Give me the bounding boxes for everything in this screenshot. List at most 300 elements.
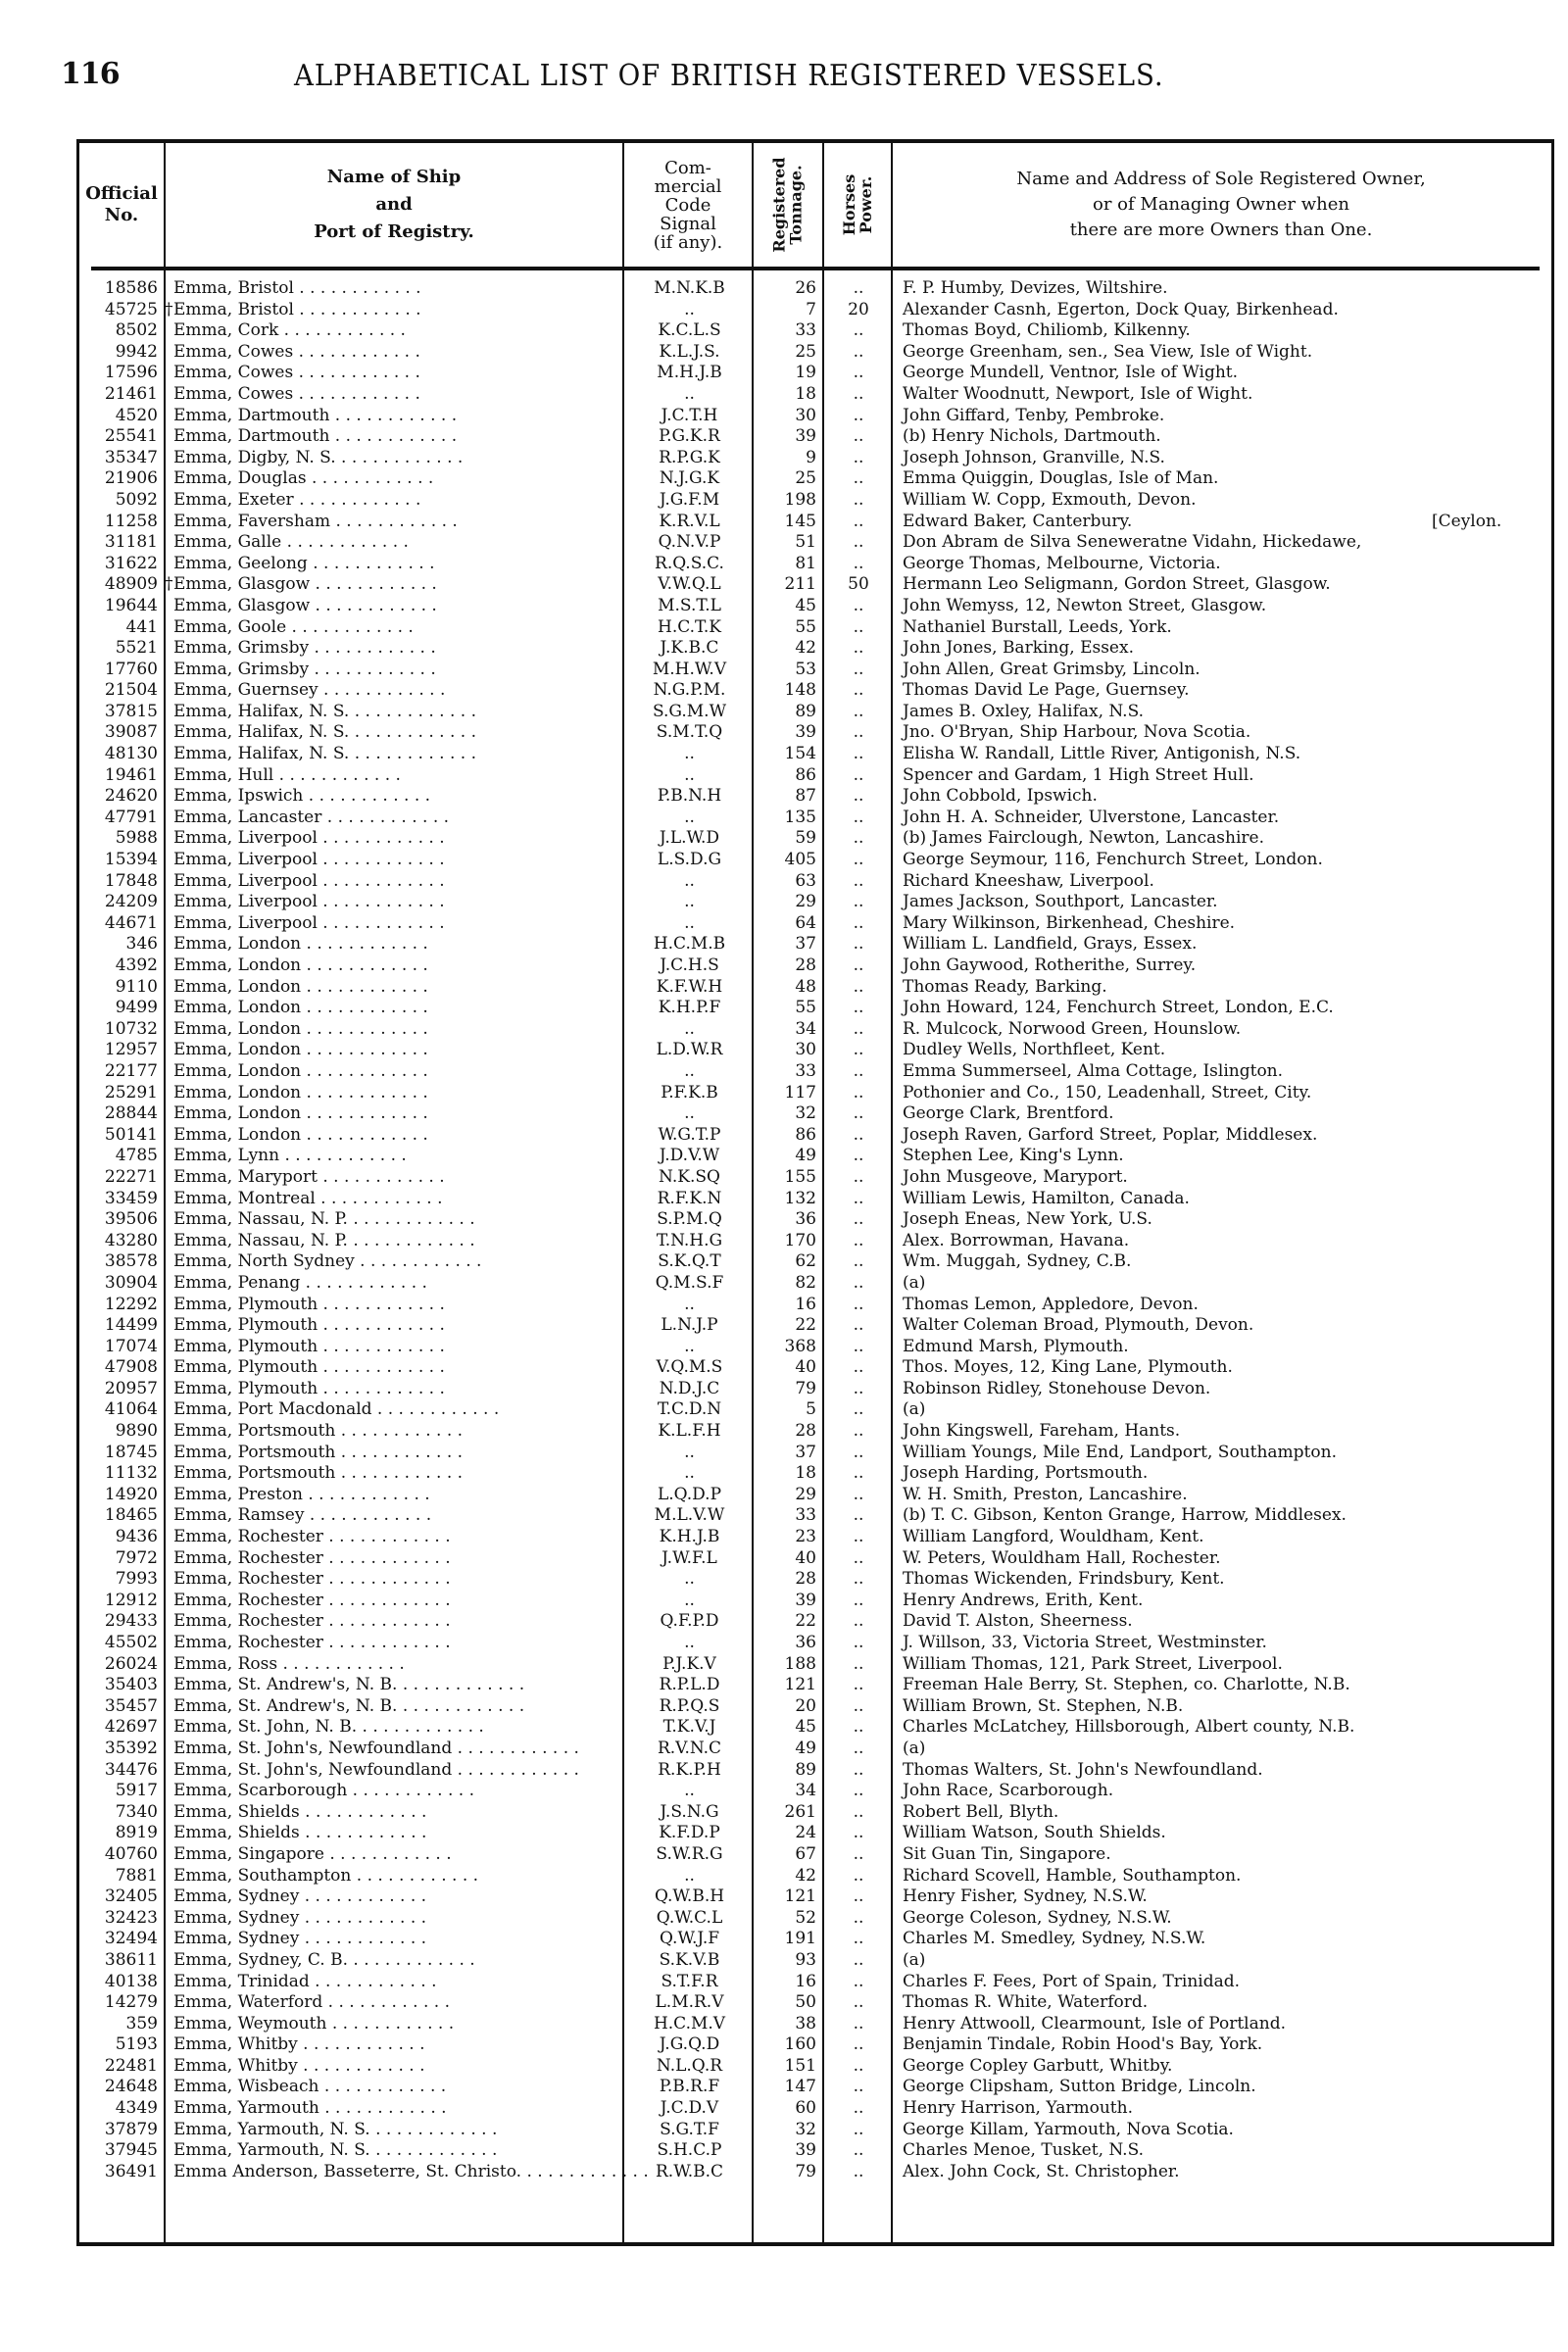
registered-tonnage: 154 <box>784 744 816 764</box>
ship-name-text: Emma, London <box>173 1124 302 1145</box>
owner-name-address: William L. Landfield, Grays, Essex. <box>903 934 1198 955</box>
registered-tonnage: 29 <box>795 1484 816 1504</box>
horse-power: .. <box>853 934 864 955</box>
owner-name-address: Edward Baker, Canterbury. <box>903 511 1133 531</box>
ship-name-port <box>173 1950 619 1972</box>
code-signal: S.K.V.B <box>659 1949 720 1970</box>
owner-name-address: Charles M. Smedley, Sydney, N.S.W. <box>903 1929 1206 1949</box>
header-owner-line: Name and Address of Sole Registered Owner, <box>1016 169 1426 189</box>
ship-name-port <box>173 1527 619 1548</box>
code-signal: R.P.Q.S <box>659 1695 720 1716</box>
code-signal: N.J.G.K <box>659 468 720 489</box>
official-no: 9890 <box>115 1421 158 1442</box>
leader-dots: . . . . . . . . . . . . <box>293 278 421 298</box>
code-signal: .. <box>684 1018 695 1039</box>
ship-name-text: Emma, Liverpool <box>173 828 318 849</box>
leader-dots: . . . . . . . . . . . . <box>277 1653 405 1674</box>
horse-power: .. <box>853 764 864 785</box>
owner-name-address: Joseph Johnson, Granville, N.S. <box>903 447 1165 467</box>
ship-name-port <box>173 1654 619 1676</box>
code-signal: .. <box>684 299 695 319</box>
table-row <box>79 1083 1551 1104</box>
header-hp-line: Horses <box>839 173 858 236</box>
ship-name-text: Emma, Plymouth <box>173 1315 318 1336</box>
leader-dots: . . . . . . . . . . . . <box>278 320 406 341</box>
ship-name-port <box>173 1886 619 1908</box>
ship-name-text: Emma, St. John, N. B. <box>173 1717 358 1738</box>
ship-name-port <box>173 828 619 850</box>
horse-power: .. <box>853 1907 864 1928</box>
table-row <box>79 1802 1551 1824</box>
table-row <box>79 490 1551 512</box>
official-no: 45725 <box>104 299 158 319</box>
ship-name-text: Emma, Cork <box>173 320 279 341</box>
official-no: 19461 <box>104 764 158 785</box>
ship-name-text: Emma, Liverpool <box>173 870 318 891</box>
table-row <box>79 1421 1551 1443</box>
horse-power: .. <box>853 1230 864 1250</box>
owner-name-address: R. Mulcock, Norwood Green, Hounslow. <box>903 1018 1242 1039</box>
registered-tonnage: 29 <box>795 892 816 912</box>
registered-tonnage: 45 <box>795 595 816 615</box>
ship-name-port <box>173 1760 619 1782</box>
code-signal: .. <box>684 892 695 912</box>
ship-name-port <box>173 1125 619 1147</box>
table-row <box>79 1929 1551 1950</box>
horse-power: .. <box>853 912 864 933</box>
horse-power: .. <box>853 2055 864 2076</box>
table-row <box>79 2140 1551 2162</box>
table-row <box>79 1167 1551 1189</box>
horse-power: .. <box>853 1040 864 1060</box>
table-row <box>79 2014 1551 2035</box>
horse-power: .. <box>853 1653 864 1674</box>
table-row <box>79 1485 1551 1506</box>
code-signal: N.D.J.C <box>659 1378 720 1398</box>
page-number: 116 <box>61 57 120 91</box>
ship-name-text: Emma, Dartmouth <box>173 405 330 425</box>
horse-power: .. <box>853 1103 864 1124</box>
table-row <box>79 828 1551 850</box>
horse-power: .. <box>853 405 864 425</box>
table-row <box>79 1189 1551 1210</box>
ship-name-port <box>173 1696 619 1718</box>
ship-name-port <box>173 1251 619 1273</box>
header-code-line: Signal <box>660 213 716 234</box>
ship-name-text: Emma, Cowes <box>173 341 294 362</box>
code-signal: S.K.Q.T <box>658 1251 721 1272</box>
ship-name-port <box>173 638 619 660</box>
owner-name-address: Don Abram de Silva Seneweratne Vidahn, Hickedawe, <box>903 532 1362 553</box>
header-horse-power <box>824 143 891 267</box>
horse-power: .. <box>853 1865 864 1886</box>
registered-tonnage: 132 <box>784 1188 816 1208</box>
ship-name-port <box>173 1633 619 1654</box>
official-no: 18465 <box>104 1505 158 1526</box>
horse-power: .. <box>853 1505 864 1526</box>
official-no: 34476 <box>104 1759 158 1780</box>
ship-name-port <box>173 2014 619 2035</box>
horse-power: .. <box>853 1484 864 1504</box>
table-row <box>79 1633 1551 1654</box>
table-row <box>79 406 1551 427</box>
horse-power: .. <box>853 447 864 467</box>
registered-tonnage: 170 <box>784 1230 816 1250</box>
ship-name-port <box>173 1189 619 1210</box>
owner-name-address: Walter Coleman Broad, Plymouth, Devon. <box>903 1315 1254 1336</box>
header-code-line: mercial <box>654 175 722 197</box>
registered-tonnage: 7 <box>806 299 816 319</box>
owner-name-address: Pothonier and Co., 150, Leadenhall, Street, City. <box>903 1082 1312 1102</box>
owner-name-address: W. Peters, Wouldham Hall, Rochester. <box>903 1547 1221 1568</box>
code-signal: K.R.V.L <box>659 511 720 531</box>
leader-dots: . . . . . . . . . . . . <box>322 1527 451 1547</box>
table-row <box>79 1357 1551 1379</box>
ship-name-port <box>173 1992 619 2014</box>
ship-name-text: Emma, Plymouth <box>173 1294 318 1314</box>
official-no: 441 <box>125 616 158 637</box>
official-no: 7972 <box>115 1547 158 1568</box>
official-no: 38611 <box>104 1949 158 1970</box>
owner-name-address: Stephen Lee, King's Lynn. <box>903 1146 1124 1166</box>
owner-name-address: (b) Henry Nichols, Dartmouth. <box>903 426 1161 447</box>
registered-tonnage: 211 <box>784 574 816 595</box>
ship-name-text: Emma, Yarmouth, N. S. <box>173 2140 370 2161</box>
horse-power: .. <box>853 1315 864 1336</box>
registered-tonnage: 37 <box>795 1442 816 1462</box>
registered-tonnage: 25 <box>795 468 816 489</box>
owner-name-address: Emma Summerseel, Alma Cottage, Islington. <box>903 1060 1284 1081</box>
registered-tonnage: 86 <box>795 764 816 785</box>
owner-name-address: William Brown, St. Stephen, N.B. <box>903 1695 1184 1716</box>
official-no: 21906 <box>104 468 158 489</box>
ship-name-port <box>173 490 619 512</box>
ship-name-text: Emma, Lancaster <box>173 807 322 827</box>
ship-name-port <box>173 786 619 808</box>
horse-power: .. <box>853 1547 864 1568</box>
ship-name-text: Emma, Portsmouth <box>173 1442 336 1462</box>
table-row <box>79 1399 1551 1421</box>
official-no: 4520 <box>115 405 158 425</box>
ship-name-text: Emma, Rochester <box>173 1547 323 1568</box>
registered-tonnage: 151 <box>784 2055 816 2076</box>
code-signal: M.L.V.W <box>654 1505 725 1526</box>
registered-tonnage: 48 <box>795 976 816 997</box>
leader-dots: . . . . . . . . . . . . <box>317 892 445 912</box>
table-row <box>79 468 1551 490</box>
official-no: 17760 <box>104 659 158 679</box>
table-row <box>79 1379 1551 1400</box>
horse-power: .. <box>853 616 864 637</box>
ship-name-port <box>165 299 619 321</box>
ship-name-text: Emma, St. John's, Newfoundland <box>173 1759 453 1780</box>
official-no: 36491 <box>104 2161 158 2181</box>
leader-dots: . . . . . . . . . . . . <box>301 976 428 997</box>
table-row <box>79 1823 1551 1844</box>
registered-tonnage: 26 <box>795 278 816 298</box>
horse-power: .. <box>853 1018 864 1039</box>
official-no: 48130 <box>104 744 158 764</box>
dagger-mark: † <box>165 574 173 595</box>
ship-name-text: Emma, London <box>173 956 302 975</box>
horse-power: .. <box>853 532 864 553</box>
official-no: 45502 <box>104 1633 158 1652</box>
table-row <box>79 1739 1551 1760</box>
official-no: 14279 <box>104 1992 158 2013</box>
ship-name-text: Emma, Sydney <box>173 1907 300 1928</box>
ship-name-port <box>173 278 619 300</box>
ship-name-port <box>173 2161 649 2183</box>
table-row <box>79 765 1551 787</box>
table-row <box>79 680 1551 702</box>
registered-tonnage: 25 <box>795 341 816 362</box>
code-signal: R.Q.S.C. <box>655 553 724 573</box>
owner-name-address: Hermann Leo Seligmann, Gordon Street, Glasgow. <box>903 574 1331 595</box>
leader-dots: . . . . . . . . . . . . <box>335 1442 464 1462</box>
leader-dots: . . . . . . . . . . . . <box>301 934 428 955</box>
horse-power: 20 <box>848 299 869 319</box>
registered-tonnage: 37 <box>795 934 816 955</box>
owner-name-address: John Wemyss, 12, Newton Street, Glasgow. <box>903 595 1267 615</box>
ship-name-text: Emma, Weymouth <box>173 2013 327 2034</box>
leader-dots: . . . . . . . . . . . . <box>318 2077 447 2097</box>
code-signal: P.B.R.F <box>659 2077 720 2097</box>
horse-power: .. <box>853 680 864 701</box>
official-no: 12957 <box>104 1040 158 1060</box>
ship-name-port <box>173 744 619 765</box>
owner-name-address: (a) <box>903 1738 926 1758</box>
table-row <box>79 1717 1551 1739</box>
code-signal: .. <box>684 870 695 891</box>
code-signal: W.G.T.P <box>658 1124 721 1145</box>
ship-name-text: Emma, London <box>173 1040 302 1060</box>
ship-name-port <box>173 1972 619 1993</box>
table-row <box>79 660 1551 681</box>
code-signal: .. <box>684 1569 695 1590</box>
horse-power: .. <box>853 744 864 764</box>
horse-power: .. <box>853 850 864 870</box>
owner-name-address: George Clipsham, Sutton Bridge, Lincoln. <box>903 2077 1256 2097</box>
ship-name-text: Emma, Liverpool <box>173 892 318 912</box>
official-no: 5988 <box>115 828 158 849</box>
registered-tonnage: 39 <box>795 722 816 743</box>
code-signal: .. <box>684 1060 695 1081</box>
table-row <box>79 1040 1551 1061</box>
ship-name-text: Emma, Faversham <box>173 511 331 531</box>
header-name-line: Port of Registry. <box>314 221 474 242</box>
ship-name-text: Emma, North Sydney <box>173 1251 355 1272</box>
leader-dots: . . . . . . . . . . . . <box>293 383 420 404</box>
leader-dots: . . . . . . . . . . . . <box>318 1315 445 1336</box>
code-signal: S.G.M.W <box>652 701 727 721</box>
leader-dots: . . . . . . . . . . . . <box>318 1336 445 1356</box>
leader-dots: . . . . . . . . . . . . <box>299 1886 427 1907</box>
code-signal: Q.W.B.H <box>654 1886 725 1907</box>
registered-tonnage: 34 <box>795 1018 816 1039</box>
horse-power: .. <box>853 1251 864 1272</box>
ship-name-text: Emma, Whitby <box>173 2055 298 2076</box>
ship-name-port <box>173 1548 619 1570</box>
registered-tonnage: 28 <box>795 1421 816 1442</box>
registered-tonnage: 135 <box>784 807 816 827</box>
registered-tonnage: 22 <box>795 1611 816 1632</box>
code-signal: J.C.H.S <box>660 956 719 975</box>
table-row <box>79 1443 1551 1464</box>
official-no: 39087 <box>104 722 158 743</box>
leader-dots: . . . . . . . . . . . . <box>302 1484 430 1504</box>
ship-name-port <box>173 934 619 956</box>
official-no: 35347 <box>104 447 158 467</box>
official-no: 32405 <box>104 1886 158 1907</box>
code-signal: Q.M.S.F <box>655 1272 724 1293</box>
registered-tonnage: 38 <box>795 2013 816 2034</box>
horse-power: .. <box>853 1590 864 1610</box>
table-body <box>79 278 1551 2182</box>
code-signal: T.C.D.N <box>657 1399 722 1420</box>
official-no: 39506 <box>104 1209 158 1230</box>
registered-tonnage: 19 <box>795 363 816 383</box>
code-signal: .. <box>684 383 695 404</box>
horse-power: .. <box>853 383 864 404</box>
official-no: 7993 <box>115 1569 158 1590</box>
owner-name-address: Elisha W. Randall, Little River, Antigonish, N.S. <box>903 744 1301 764</box>
ship-name-port <box>173 1823 619 1844</box>
horse-power: .. <box>853 1992 864 2013</box>
official-no: 24209 <box>104 892 158 912</box>
ship-name-text: Emma, Geelong <box>173 553 308 573</box>
code-signal: S.H.C.P <box>657 2140 722 2161</box>
code-signal: H.C.M.B <box>653 934 726 955</box>
code-signal: K.C.L.S <box>658 320 721 341</box>
table-row <box>79 2034 1551 2056</box>
leader-dots: . . . . . . . . . . . . <box>317 1166 445 1187</box>
official-no: 4785 <box>115 1146 158 1166</box>
registered-tonnage: 36 <box>795 1633 816 1652</box>
leader-dots: . . . . . . . . . . . . <box>307 553 435 573</box>
leader-dots: . . . . . . . . . . . . <box>521 2161 649 2181</box>
owner-name-address: David T. Alston, Sheerness. <box>903 1611 1133 1632</box>
code-signal: .. <box>684 807 695 827</box>
dagger-mark: † <box>165 299 173 319</box>
ship-name-text: Emma, Ipswich <box>173 786 304 807</box>
table-row <box>79 1251 1551 1273</box>
registered-tonnage: 89 <box>795 1759 816 1780</box>
owner-name-address: George Seymour, 116, Fenchurch Street, London. <box>903 850 1323 870</box>
code-signal: R.P.G.K <box>659 447 720 467</box>
ship-name-text: Emma, Exeter <box>173 489 294 510</box>
owner-name-address: Thomas Lemon, Appledore, Devon. <box>903 1294 1199 1314</box>
ship-name-text: Emma, Plymouth <box>173 1378 318 1398</box>
registered-tonnage: 23 <box>795 1527 816 1547</box>
header-code-line: Com- <box>664 157 711 178</box>
ship-name-port <box>173 1421 619 1443</box>
horse-power: .. <box>853 511 864 531</box>
code-signal: .. <box>684 1103 695 1124</box>
official-no: 17848 <box>104 870 158 891</box>
registered-tonnage: 40 <box>795 1357 816 1378</box>
owner-name-address: Edmund Marsh, Plymouth. <box>903 1336 1129 1356</box>
table-row <box>79 977 1551 999</box>
owner-name-address: John Gaywood, Rotherithe, Surrey. <box>903 956 1197 975</box>
horse-power: 50 <box>848 574 869 595</box>
leader-dots: . . . . . . . . . . . . <box>310 595 437 615</box>
owner-name-address: John Allen, Great Grimsby, Lincoln. <box>903 659 1200 679</box>
owner-name-address: Alex. Borrowman, Havana. <box>903 1230 1130 1250</box>
ship-name-text: Emma, London <box>173 934 302 955</box>
ship-name-text: Emma, London <box>173 976 302 997</box>
ship-name-text: Emma, London <box>173 1018 302 1039</box>
official-no: 35457 <box>104 1695 158 1716</box>
table-row <box>79 2056 1551 2078</box>
header-tonnage <box>754 143 822 267</box>
leader-dots: . . . . . . . . . . . . <box>301 1018 428 1039</box>
table-row <box>79 1760 1551 1782</box>
ship-name-text: Emma, London <box>173 998 302 1018</box>
leader-dots: . . . . . . . . . . . . <box>301 1082 428 1102</box>
header-name-line: Name of Ship <box>326 167 462 187</box>
leader-dots: . . . . . . . . . . . . <box>299 1929 427 1949</box>
owner-name-address: George Greenham, sen., Sea View, Isle of Wight. <box>903 341 1313 362</box>
official-no: 5092 <box>115 489 158 510</box>
ship-name-text: Emma, Whitby <box>173 2034 298 2055</box>
owner-name-address: George Killam, Yarmouth, Nova Scotia. <box>903 2119 1234 2139</box>
official-no: 41064 <box>104 1399 158 1420</box>
leader-dots: . . . . . . . . . . . . <box>318 680 446 701</box>
official-no: 11132 <box>104 1463 158 1484</box>
leader-dots: . . . . . . . . . . . . <box>299 1801 427 1822</box>
horse-power: .. <box>853 1378 864 1398</box>
official-no: 346 <box>125 934 158 955</box>
table-row <box>79 1337 1551 1358</box>
owner-name-address: Alex. John Cock, St. Christopher. <box>903 2161 1180 2181</box>
horse-power: .. <box>853 1294 864 1314</box>
ship-name-port <box>173 448 619 469</box>
ship-name-port <box>173 2056 619 2078</box>
leader-dots: . . . . . . . . . . . . <box>301 956 428 975</box>
ship-name-port <box>173 1929 619 1950</box>
ship-name-port <box>173 342 619 364</box>
leader-dots: . . . . . . . . . . . . <box>322 1992 450 2013</box>
code-signal: Q.W.C.L <box>656 1907 723 1928</box>
official-no: 25291 <box>104 1082 158 1102</box>
registered-tonnage: 82 <box>795 1272 816 1293</box>
leader-dots: . . . . . . . . . . . . <box>322 1547 451 1568</box>
horse-power: .. <box>853 595 864 615</box>
official-no: 32423 <box>104 1907 158 1928</box>
table-row <box>79 448 1551 469</box>
code-signal: .. <box>684 1590 695 1610</box>
owner-name-address: (b) T. C. Gibson, Kenton Grange, Harrow, Middlesex. <box>903 1505 1347 1526</box>
registered-tonnage: 52 <box>795 1907 816 1928</box>
ship-name-port <box>173 1379 619 1400</box>
code-signal: Q.N.V.P <box>658 532 721 553</box>
leader-dots: . . . . . . . . . . . . <box>354 1251 482 1272</box>
ship-name-port <box>173 1040 619 1061</box>
table-row <box>79 871 1551 893</box>
code-signal: R.V.N.C <box>657 1738 722 1758</box>
registered-tonnage: 53 <box>795 659 816 679</box>
ship-name-port <box>173 1083 619 1104</box>
table-row <box>79 363 1551 384</box>
code-signal: J.C.T.H <box>661 405 718 425</box>
table-row <box>79 1103 1551 1125</box>
code-signal: J.D.V.W <box>659 1146 720 1166</box>
header-official-no <box>79 143 164 267</box>
ship-name-text: Emma, Cowes <box>173 363 294 383</box>
code-signal: K.L.F.H <box>658 1421 721 1442</box>
owner-name-address: Spencer and Gardam, 1 High Street Hull. <box>903 764 1254 785</box>
code-signal: H.C.M.V <box>653 2013 726 2034</box>
